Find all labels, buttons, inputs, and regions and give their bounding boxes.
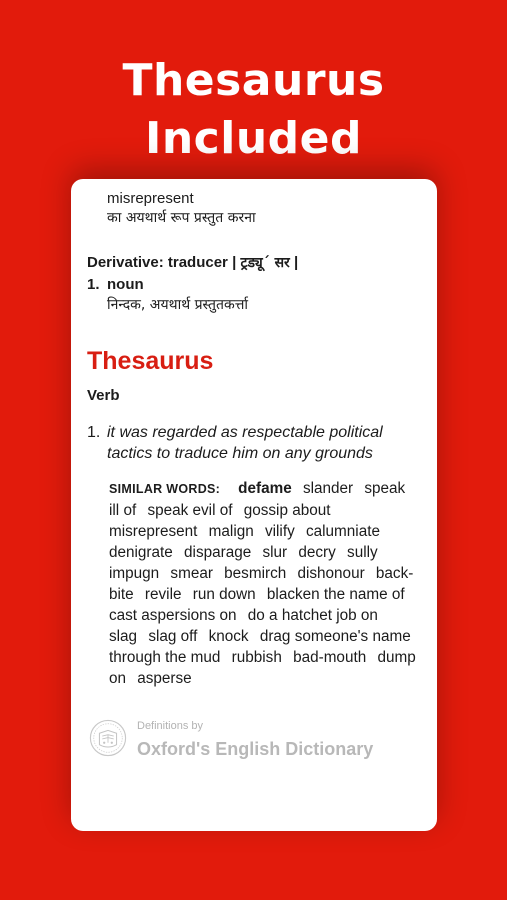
- similar-word[interactable]: slag: [109, 628, 138, 645]
- similar-word[interactable]: misrepresent: [109, 523, 198, 540]
- similar-word[interactable]: denigrate: [109, 544, 173, 561]
- example-text: it was regarded as respectable political tactics to traduce him on any grounds: [107, 424, 383, 462]
- similar-word[interactable]: bad-mouth: [293, 649, 367, 666]
- derivative-label: Derivative: traducer |: [87, 254, 237, 271]
- similar-word[interactable]: cast aspersions on: [109, 607, 237, 624]
- similar-word[interactable]: back-bite: [109, 565, 414, 603]
- derivative-line: [87, 253, 298, 273]
- similar-word[interactable]: besmirch: [224, 565, 287, 582]
- dictionary-credit: [89, 717, 419, 767]
- thesaurus-pos: Verb: [87, 387, 120, 404]
- similar-word[interactable]: slander: [302, 480, 354, 497]
- similar-word[interactable]: drag someone's name through the mud: [109, 628, 411, 666]
- similar-word[interactable]: vilify: [264, 523, 295, 540]
- headline: [0, 52, 507, 168]
- similar-word[interactable]: slur: [262, 544, 288, 561]
- similar-word[interactable]: asperse: [137, 670, 192, 687]
- thesaurus-example: [87, 422, 417, 464]
- similar-word[interactable]: knock: [208, 628, 249, 645]
- previous-word-hindi: का अयथार्थ रूप प्रस्तुत करना: [107, 210, 256, 226]
- dictionary-card: [71, 179, 437, 831]
- credit-source: Oxford's English Dictionary: [137, 739, 374, 759]
- similar-word[interactable]: rubbish: [231, 649, 282, 666]
- similar-words-label: SIMILAR WORDS:: [109, 482, 221, 496]
- similar-word[interactable]: gossip about: [243, 502, 331, 519]
- similar-word[interactable]: blacken the name of: [266, 586, 405, 603]
- derivative-pronunciation: ट्रड्यू´ सर: [240, 255, 290, 271]
- sense-number: 1.: [87, 276, 100, 293]
- similar-word[interactable]: malign: [208, 523, 254, 540]
- similar-word[interactable]: sully: [347, 544, 378, 561]
- similar-word[interactable]: dishonour: [297, 565, 365, 582]
- credit-label: Definitions by: [137, 720, 204, 732]
- oxford-seal-icon: [89, 719, 127, 757]
- similar-word[interactable]: speak evil of: [147, 502, 233, 519]
- headline-line-2: Included: [144, 113, 363, 164]
- thesaurus-heading: Thesaurus: [87, 347, 214, 375]
- similar-word[interactable]: speak ill of: [109, 480, 406, 519]
- headline-line-1: Thesaurus: [122, 55, 385, 106]
- similar-word[interactable]: smear: [170, 565, 213, 582]
- similar-word[interactable]: calumniate: [305, 523, 380, 540]
- similar-word[interactable]: run down: [192, 586, 256, 603]
- similar-word-lead[interactable]: defame: [238, 480, 292, 497]
- similar-word[interactable]: revile: [144, 586, 182, 603]
- derivative-end: |: [293, 254, 299, 271]
- similar-word[interactable]: do a hatchet job on: [247, 607, 378, 624]
- similar-words: [109, 478, 419, 689]
- sense-heading: [87, 275, 144, 295]
- sense-pos: noun: [107, 276, 144, 293]
- previous-word: misrepresent: [107, 190, 194, 207]
- similar-word[interactable]: dump on: [109, 649, 416, 687]
- similar-word[interactable]: disparage: [184, 544, 252, 561]
- similar-word[interactable]: decry: [298, 544, 336, 561]
- example-number: 1.: [87, 424, 101, 441]
- similar-word[interactable]: impugn: [109, 565, 160, 582]
- similar-word[interactable]: slag off: [148, 628, 198, 645]
- sense-definition-hindi: निन्दक, अयथार्थ प्रस्तुतकर्त्ता: [107, 297, 249, 313]
